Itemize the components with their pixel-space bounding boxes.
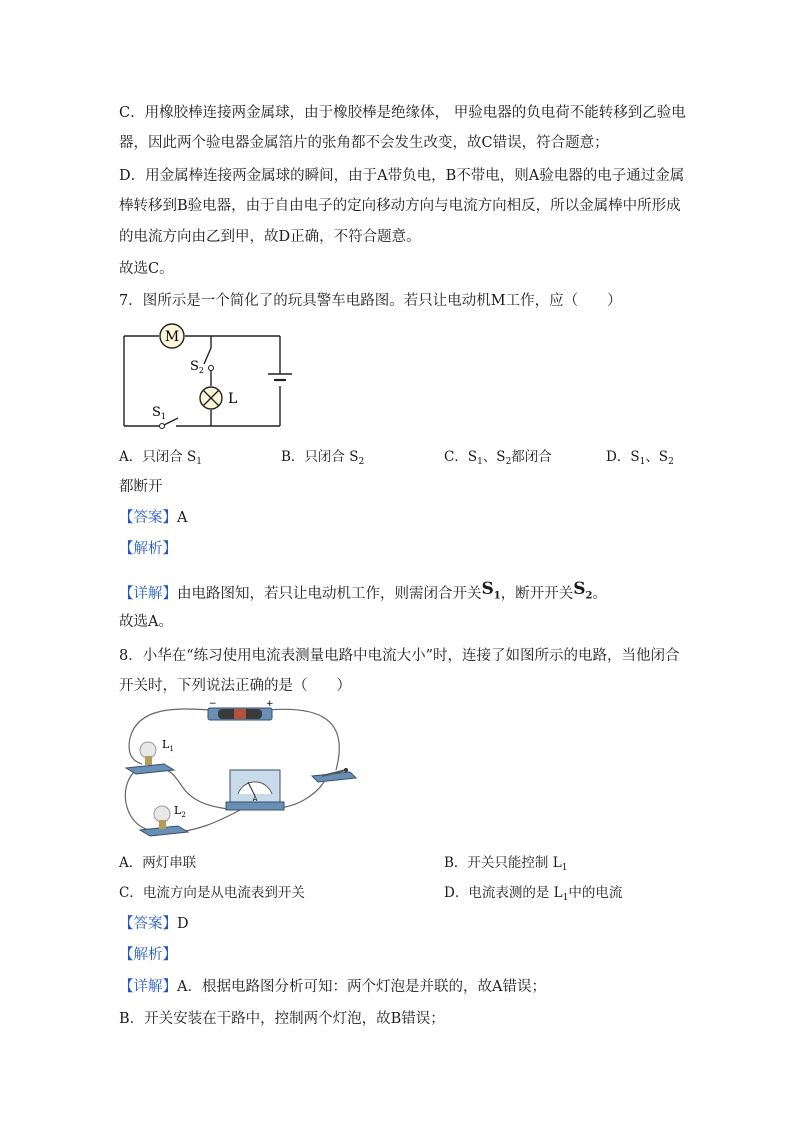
switch1-label: $S_1$: [152, 405, 166, 421]
lamp-label: L: [228, 391, 238, 407]
q7-option-d: D．$S_1$、$S_2$: [606, 449, 674, 467]
q7-analysis-heading: 【解析】: [119, 541, 177, 557]
q7-option-b: B．只闭合 $S_2$: [281, 449, 365, 467]
q7-circuit-diagram: [118, 318, 298, 434]
knife-switch: [312, 768, 356, 782]
battery-holder: [208, 699, 274, 720]
q6-final-choice: 故选C。: [119, 261, 174, 277]
q7-option-a: A．只闭合 $S_1$: [119, 449, 203, 467]
battery-minus-label: −: [209, 699, 217, 709]
lamp-l2-label: $L_2$: [174, 804, 186, 819]
battery-plus-label: +: [266, 699, 274, 709]
q8-circuit-photo: [118, 698, 358, 846]
q8-analysis-heading: 【解析】: [119, 947, 177, 963]
q7-final-choice: 故选A。: [119, 614, 173, 630]
lamp-l1-label: $L_1$: [162, 738, 174, 753]
q7-detail: 【详解】由电路图知，若只让电动机工作，则需闭合开关$S_1$，断开开关$S_2$。: [119, 579, 607, 602]
q8-option-d: D．电流表测的是 $L_1$中的电流: [444, 885, 623, 903]
q8-detail-a: 【详解】A．根据电路图分析可知：两个灯泡是并联的，故A错误；: [119, 979, 546, 995]
q8-detail-b: B．开关安装在干路中，控制两个灯泡，故B错误；: [119, 1011, 445, 1027]
motor-label: M: [164, 329, 180, 345]
switch1-symbol: $S_1$: [481, 579, 501, 602]
q8-answer: 【答案】D: [119, 916, 189, 932]
q7-option-c: C．$S_1$、$S_2$都闭合: [444, 449, 552, 467]
option-c-explanation-line2: 器，因此两个验电器金属箔片的张角都不会发生改变，故C错误，符合题意；: [119, 135, 609, 151]
option-d-explanation-line2: 棒转移到B验电器，由于自由电子的定向移动方向与电流方向相反，所以金属棒中所形成: [119, 198, 681, 214]
option-d-explanation-line3: 的电流方向由乙到甲，故D正确，不符合题意。: [119, 229, 421, 245]
q8-option-c: C．电流方向是从电流表到开关: [119, 885, 305, 901]
ammeter: [226, 770, 284, 810]
q7-answer: 【答案】A: [119, 510, 188, 526]
q7-stem: 7．图所示是一个简化了的玩具警车电路图。若只让电动机M工作，应（ ）: [119, 293, 622, 309]
q8-option-b: B．开关只能控制 $L_1$: [444, 855, 568, 873]
option-d-explanation-line1: D．用金属棒连接两金属球的瞬间，由于A带负电，B不带电，则A验电器的电子通过金属: [119, 168, 685, 184]
switch2-symbol: $S_2$: [573, 579, 593, 602]
ammeter-label: A: [252, 795, 258, 803]
q7-option-d-wrap: 都断开: [119, 479, 163, 495]
q8-stem-line1: 8．小华在“练习使用电流表测量电路中电流大小”时，连接了如图所示的电路，当他闭合: [119, 648, 680, 664]
q8-stem-line2: 开关时，下列说法正确的是（ ）: [119, 678, 351, 694]
lamp-symbol: [200, 387, 222, 409]
q8-option-a: A．两灯串联: [119, 855, 197, 871]
option-c-explanation-line1: C．用橡胶棒连接两金属球，由于橡胶棒是绝缘体， 甲验电器的负电荷不能转移到乙验电: [119, 105, 686, 121]
switch2-label: $S_2$: [190, 359, 204, 375]
